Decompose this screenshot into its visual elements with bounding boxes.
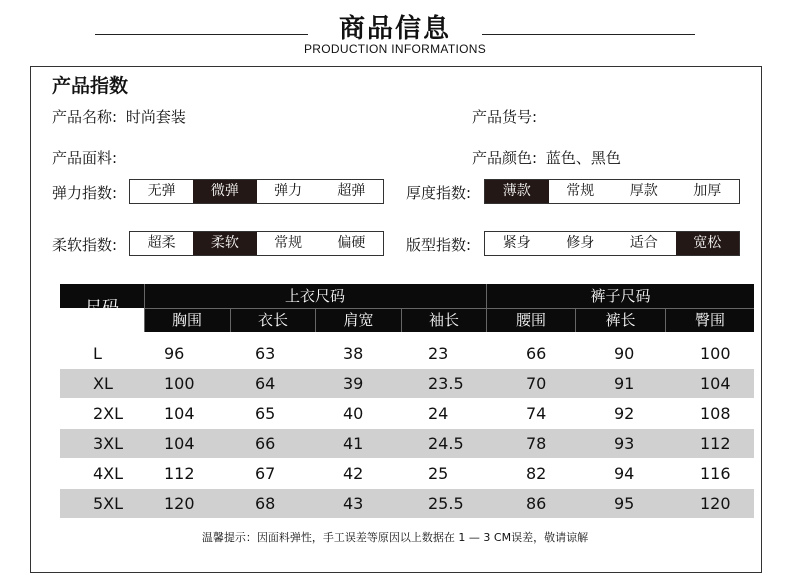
cell-hip: 116 (700, 464, 731, 483)
row-size: 4XL (93, 464, 124, 483)
product-name-value: 时尚套装 (125, 108, 186, 126)
cell-sleeve: 25 (428, 464, 449, 483)
fit-option: 修身 (566, 235, 595, 251)
elasticity-option-selected: 微弹 (193, 180, 256, 203)
cell-shoulder: 38 (343, 344, 364, 363)
cell-pant-length: 93 (614, 434, 635, 453)
bottom-size-group-header: 裤子尺码 (590, 287, 651, 305)
cell-pant-length: 94 (614, 464, 635, 483)
product-color-label: 产品颜色: (472, 149, 538, 167)
cell-pant-length: 90 (614, 344, 635, 363)
cell-top-length: 65 (255, 404, 276, 423)
col-header-top-length: 衣长 (257, 311, 288, 329)
row-size: 5XL (93, 494, 124, 513)
product-code-label: 产品货号: (472, 108, 538, 126)
elasticity-option: 弹力 (274, 183, 303, 199)
cell-top-length: 64 (255, 374, 276, 393)
section-title: 产品指数 (52, 75, 129, 97)
cell-pant-length: 91 (614, 374, 635, 393)
thickness-option: 厚款 (629, 183, 658, 199)
cell-waist: 66 (526, 344, 547, 363)
thickness-option: 加厚 (693, 183, 722, 199)
fit-scale (484, 231, 740, 256)
cell-shoulder: 39 (343, 374, 364, 393)
fit-option-selected: 宽松 (676, 232, 740, 255)
page-subtitle: PRODUCTION INFORMATIONS (303, 42, 486, 56)
cell-sleeve: 23 (428, 344, 449, 363)
cell-sleeve: 24.5 (428, 434, 464, 453)
softness-option-selected: 柔软 (193, 232, 256, 255)
cell-sleeve: 24 (428, 404, 449, 423)
col-header-waist: 腰围 (515, 311, 546, 329)
table-row (60, 489, 754, 518)
cell-chest: 96 (164, 344, 185, 363)
cell-hip: 112 (700, 434, 731, 453)
cell-chest: 112 (164, 464, 195, 483)
cell-shoulder: 41 (343, 434, 364, 453)
cell-chest: 100 (164, 374, 195, 393)
cell-top-length: 63 (255, 344, 276, 363)
cell-sleeve: 25.5 (428, 494, 464, 513)
elasticity-option: 无弹 (147, 183, 176, 199)
elasticity-option: 超弹 (337, 183, 366, 199)
product-name-label: 产品名称: (52, 108, 118, 126)
cell-waist: 78 (526, 434, 547, 453)
thickness-label: 厚度指数: (406, 184, 472, 202)
cell-chest: 104 (164, 404, 195, 423)
table-row (60, 459, 754, 488)
cell-waist: 70 (526, 374, 547, 393)
cell-top-length: 68 (255, 494, 276, 513)
product-color (472, 147, 621, 168)
softness-option: 偏硬 (337, 235, 366, 251)
softness-option: 超柔 (147, 235, 176, 251)
row-size: XL (93, 374, 113, 393)
cell-shoulder: 42 (343, 464, 364, 483)
row-size: L (93, 344, 102, 363)
cell-waist: 82 (526, 464, 547, 483)
cell-chest: 104 (164, 434, 195, 453)
cell-hip: 100 (700, 344, 731, 363)
thickness-scale (484, 179, 740, 204)
size-column-header: 尺码 (85, 298, 119, 318)
cell-top-length: 66 (255, 434, 276, 453)
thickness-option-selected: 薄款 (485, 180, 549, 203)
softness-scale (129, 231, 384, 256)
table-row (60, 339, 754, 368)
product-name (52, 106, 186, 127)
thickness-option: 常规 (566, 183, 595, 199)
cell-hip: 108 (700, 404, 731, 423)
product-color-value: 蓝色、黑色 (545, 149, 621, 167)
product-fabric-label: 产品面料: (52, 149, 118, 167)
col-header-chest: 胸围 (171, 311, 202, 329)
table-row (60, 399, 754, 428)
col-header-sleeve: 袖长 (428, 311, 459, 329)
cell-hip: 104 (700, 374, 731, 393)
fit-option: 紧身 (502, 235, 531, 251)
product-code (472, 106, 537, 127)
fit-label: 版型指数: (406, 236, 472, 254)
tolerance-note: 温馨提示：因面料弹性，手工误差等原因以上数据在 1 — 3 CM误差，敬请谅解 (201, 531, 589, 544)
cell-shoulder: 40 (343, 404, 364, 423)
col-header-shoulder: 肩宽 (343, 311, 374, 329)
row-size: 2XL (93, 404, 124, 423)
cell-waist: 86 (526, 494, 547, 513)
cell-chest: 120 (164, 494, 195, 513)
cell-sleeve: 23.5 (428, 374, 464, 393)
elasticity-label: 弹力指数: (52, 184, 118, 202)
cell-shoulder: 43 (343, 494, 364, 513)
product-fabric (52, 147, 117, 168)
softness-label: 柔软指数: (52, 236, 118, 254)
fit-option: 适合 (629, 235, 658, 251)
page-title: 商品信息 (338, 14, 451, 44)
cell-hip: 120 (700, 494, 731, 513)
col-header-hip: 臀围 (694, 311, 725, 329)
table-row (60, 369, 754, 398)
top-size-group-header: 上衣尺码 (284, 287, 345, 305)
cell-pant-length: 95 (614, 494, 635, 513)
elasticity-scale (129, 179, 384, 204)
cell-waist: 74 (526, 404, 547, 423)
cell-pant-length: 92 (614, 404, 635, 423)
cell-top-length: 67 (255, 464, 276, 483)
table-row (60, 429, 754, 458)
softness-option: 常规 (274, 235, 303, 251)
row-size: 3XL (93, 434, 124, 453)
col-header-pant-length: 裤长 (605, 311, 636, 329)
